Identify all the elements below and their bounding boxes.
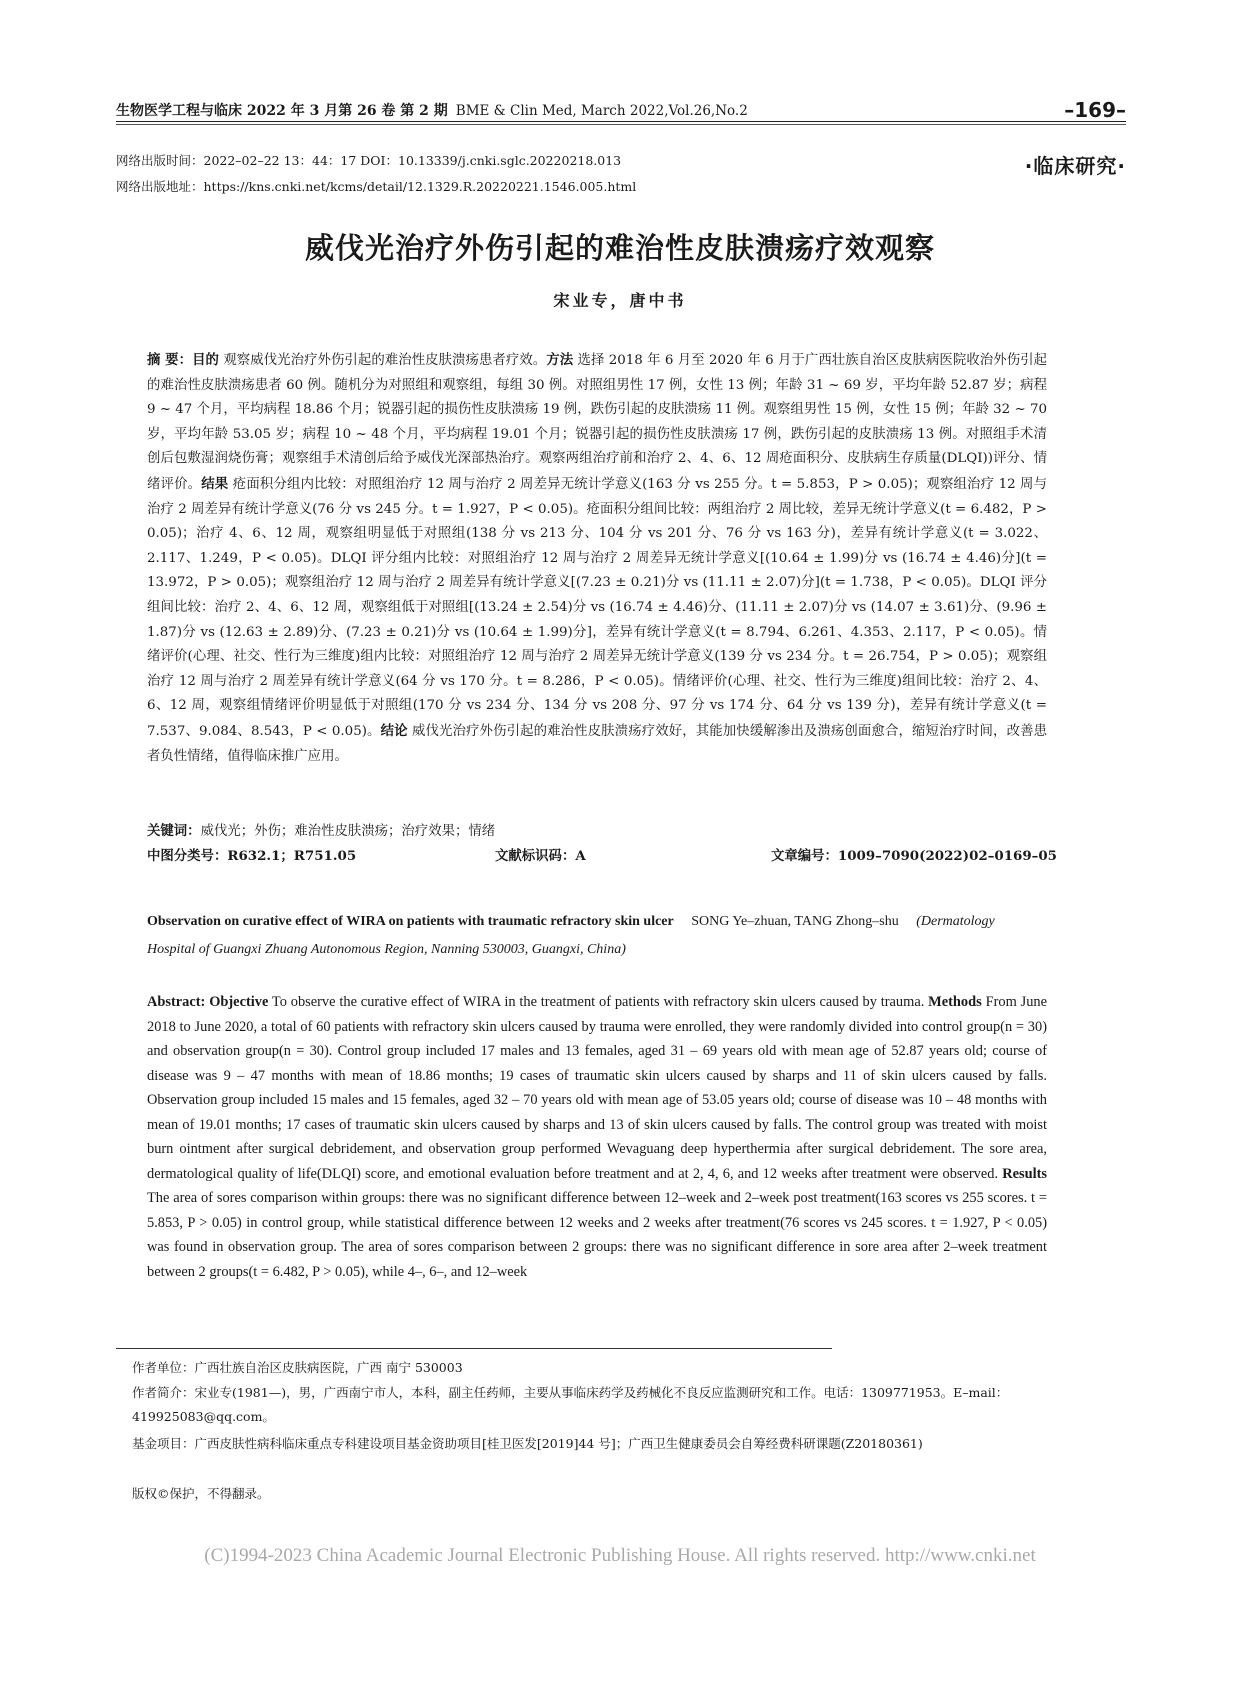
english-title: Observation on curative effect of WIRA on patients with traumatic refractory skin ulcer — [147, 914, 674, 929]
footnote-author-bio: 作者简介：宋业专(1981—)，男，广西南宁市人，本科，副主任药师，主要从事临床药学及药械化不良反应监测研究和工作。电话：1309771953。E–mail：419925083@qq.com。 — [132, 1385, 1009, 1424]
keywords-label: 关键词： — [147, 823, 201, 839]
clc-number: 中图分类号：R632.1；R751.05 — [147, 848, 357, 864]
english-authors: SONG Ye–zhuan, TANG Zhong–shu — [691, 914, 899, 929]
en-results-text: The area of sores comparison within groups: there was no significant difference between 12–week and 2–week post treatment(163 scores vs 255 scores. t = 5.853, P > 0.05) in control group, while statistical difference between 12 weeks and 2 weeks after treatment(76 scores vs 245 scores. t = 1.927, P < 0.05) was found in observation group. The area of sores comparison between 2 groups: there was no significant difference in sore area after 2–week treatment between 2 groups(t = 6.482, P > 0.05), while 4–, 6–, and 12–week — [147, 1190, 1047, 1280]
results-label: 结果 — [201, 475, 229, 492]
header-rule-thin — [116, 124, 1126, 125]
en-methods-text: From June 2018 to June 2020, a total of 60 patients with refractory skin ulcers caused by trauma were enrolled, they were randomly divided into control group(n = 30) and observation group(n = 30). Control group included 17 males and 13 females, aged 31 – 69 years old with mean age of 52.87 years old; course of disease was 9 – 47 months with mean of 18.86 months; 19 cases of traumatic skin ulcers caused by sharps and 11 of skin ulcers caused by falls. Observation group included 15 males and 15 females, aged 32 – 70 years old with mean age of 53.05 years old; course of disease was 10 – 48 months with mean of 19.01 months; 17 cases of traumatic skin ulcers caused by sharps and 13 of skin ulcers caused by falls. The control group was treated with moist burn ointment after surgical debridement, and observation group performed Wevaguang deep hyperthermia after surgical debridement. The sore area, dermatological quality of life(DLQI) score, and emotional evaluation before treatment and at 2, 4, 6, and 12 weeks after treatment were observed. — [147, 994, 1047, 1182]
journal-citation — [116, 100, 748, 120]
article-authors: 宋业专，唐中书 — [553, 291, 687, 310]
methods-label: 方法 — [546, 352, 574, 368]
conclusion-text: 威伐光治疗外伤引起的难治性皮肤溃疡疗效好，其能加快缓解渗出及溃疡创面愈合，缩短治疗时间，改善患者负性情绪，值得临床推广应用。 — [147, 723, 1047, 764]
footnote-rule — [116, 1348, 832, 1349]
header-rule — [116, 121, 1126, 122]
chinese-abstract — [147, 348, 1047, 769]
en-methods-label: Methods — [928, 994, 982, 1010]
publication-time: 网络出版时间：2022–02–22 13：44：17 DOI：10.13339/j.cnki.sglc.20220218.013 — [116, 153, 622, 168]
journal-name-en: BME & Clin Med, March 2022,Vol.26,No.2 — [455, 103, 748, 119]
results-text: 疮面积分组内比较：对照组治疗 12 周与治疗 2 周差异无统计学意义(163 分 vs 255 分。t = 5.853，P > 0.05)；观察组治疗 12 周与治疗 2 周差异有统计学意义(76 分 vs 245 分。t = 1.927，P < 0.05)。疮面积分组间比较：两组治疗 2 周比较，差异无统计学意义(t = 6.482，P > 0.05)；治疗 4、6、12 周，观察组明显低于对照组(138 分 vs 213 分、104 分 vs 201 分、76 分 vs 163 分)，差异有统计学意义(t = 3.022、2.117、1.249，P < 0.05)。DLQI 评分组内比较：对照组治疗 12 周与治疗 2 周差异无统计学意义[(10.64 ± 1.99)分 vs (16.74 ± 4.46)分](t = 13.972，P > 0.05)；观察组治疗 12 周与治疗 2 周差异有统计学意义[(7.23 ± 0.21)分 vs (11.11 ± 2.07)分](t = 1.738，P < 0.05)。DLQI 评分组间比较：治疗 2、4、6、12 周，观察组低于对照组[(13.24 ± 2.54)分 vs (16.74 ± 4.46)分、(11.11 ± 2.07)分 vs (14.07 ± 3.61)分、(9.96 ± 1.87)分 vs (12.63 ± 2.89)分、(7.23 ± 0.21)分 vs (10.64 ± 1.99)分]，差异有统计学意义(t = 8.794、6.261、4.353、2.117，P < 0.05)。情绪评价(心理、社交、性行为三维度)组内比较：对照组治疗 12 周与治疗 2 周差异无统计学意义(139 分 vs 234 分。t = 26.754，P > 0.05)；观察组治疗 12 周与治疗 2 周差异有统计学意义(64 分 vs 170 分。t = 8.286，P < 0.05)。情绪评价(心理、社交、性行为三维度)组间比较：治疗 2、4、6、12 周，观察组情绪评价明显低于对照组(170 分 vs 234 分、134 分 vs 208 分、97 分 vs 174 分、64 分 vs 139 分)，差异有统计学意义(t = 7.537、9.084、8.543，P < 0.05)。 — [147, 476, 1048, 739]
page-number: –169– — [1064, 98, 1126, 122]
footnote-author-unit: 作者单位：广西壮族自治区皮肤病医院，广西 南宁 530003 — [132, 1360, 463, 1375]
publication-url[interactable]: 网络出版地址：https://kns.cnki.net/kcms/detail/12.1329.R.20220221.1546.005.html — [116, 179, 637, 194]
methods-text: 选择 2018 年 6 月至 2020 年 6 月于广西壮族自治区皮肤病医院收治外伤引起的难治性皮肤溃疡患者 60 例。随机分为对照组和观察组，每组 30 例。对照组男性 17 例，女性 13 例；年龄 31 ~ 69 岁，平均年龄 52.87 岁；病程 9 ~ 47 个月，平均病程 18.86 个月；锐器引起的损伤性皮肤溃疡 19 例，跌伤引起的皮肤溃疡 11 例。观察组男性 15 例，女性 15 例；年龄 32 ~ 70 岁，平均年龄 53.05 岁；病程 10 ~ 48 个月，平均病程 19.01 个月；锐器引起的损伤性皮肤溃疡 17 例，跌伤引起的皮肤溃疡 13 例。对照组手术清创后包敷湿润烧伤膏；观察组手术清创后给予威伐光深部热治疗。观察两组治疗前和治疗 2、4、6、12 周疮面积分、皮肤病生存质量(DLQI))评分、情绪评价。 — [147, 353, 1048, 492]
online-publication-info — [116, 148, 636, 200]
document-code: 文献标识码：A — [495, 848, 586, 864]
en-results-label: Results — [1002, 1165, 1047, 1182]
english-abstract — [147, 990, 1047, 1284]
cnki-copyright-watermark: (C)1994-2023 China Academic Journal Electronic Publishing House. All rights reserved. http://www.cnki.net — [204, 1545, 1036, 1566]
abstract-label: 摘 要： — [147, 352, 193, 368]
keywords-text: 威伐光；外伤；难治性皮肤溃疡；治疗效果；情绪 — [200, 824, 496, 839]
section-label: ·临床研究· — [1024, 154, 1126, 178]
en-abstract-label: Abstract: Objective — [147, 994, 269, 1010]
conclusion-label: 结论 — [380, 722, 408, 739]
objective-label: 目的 — [192, 352, 220, 368]
en-objective-text: To observe the curative effect of WIRA in the treatment of patients with refractory skin ulcers caused by trauma. — [268, 994, 929, 1010]
footnote-funding: 基金项目：广西皮肤性病科临床重点专科建设项目基金资助项目[桂卫医发[2019]44 号]；广西卫生健康委员会自筹经费科研课题(Z20180361) — [132, 1436, 923, 1451]
classification-row — [147, 845, 1057, 869]
journal-name-zh: 生物医学工程与临床 2022 年 3 月第 26 卷 第 2 期 — [116, 103, 448, 119]
footnote-copyright: 版权©保护，不得翻录。 — [132, 1486, 270, 1501]
objective-text: 观察威伐光治疗外伤引起的难治性皮肤溃疡患者疗效。 — [219, 353, 547, 368]
article-title: 威伐光治疗外伤引起的难治性皮肤溃疡疗效观察 — [304, 231, 935, 265]
english-affiliation: (Dermatology Hospital of Guangxi Zhuang Autonomous Region, Nanning 530003, Guangxi, China) — [147, 914, 995, 957]
english-title-block — [147, 908, 1037, 964]
keywords — [147, 820, 495, 839]
article-number: 文章编号：1009–7090(2022)02–0169–05 — [770, 848, 1057, 864]
